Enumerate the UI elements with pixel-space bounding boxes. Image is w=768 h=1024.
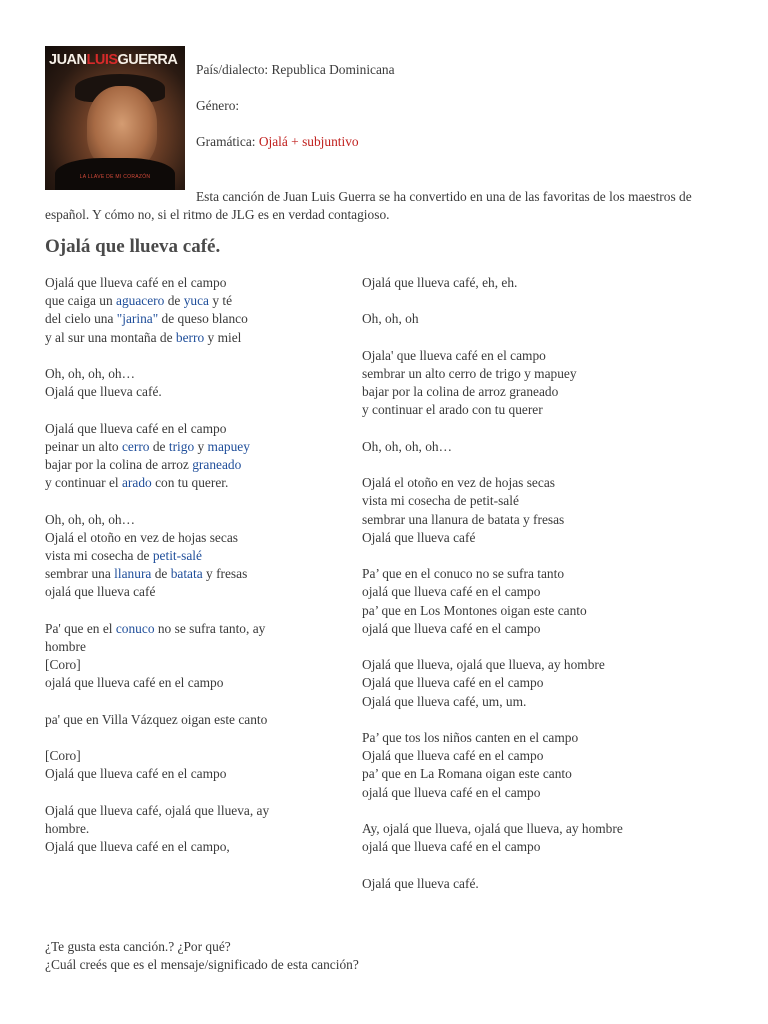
lyric-line [45,511,320,529]
lyric-line [45,565,320,583]
lyrics-left-column [45,274,320,856]
lyric-text: Oh, oh, oh, oh… [45,366,136,381]
lyric-text: no se sufra tanto, ay [154,620,266,636]
lyric-text: ojalá que llueva café en el campo [362,584,541,600]
lyric-text: Ojalá que llueva café en el campo [362,748,544,764]
lyric-text: Pa’ que en el conuco no se sufra tanto [362,566,565,582]
lyric-line [45,620,320,638]
lyric-line [362,802,722,820]
lyric-line [362,511,722,529]
lyric-line [362,329,722,347]
lyric-text: Oh, oh, oh, oh… [45,511,136,527]
lyric-text: y miel [204,329,242,345]
vocabulary-word: petit-salé [152,548,202,563]
lyric-line [45,583,320,601]
lyric-line [362,274,722,292]
lyric-line [45,529,320,547]
lyric-line [362,747,722,765]
vocabulary-word: aguacero [116,293,165,309]
lyric-text: Ojalá que llueva café en el campo [45,766,227,782]
lyric-text: Ojala' que llueva café en el campo [362,347,546,363]
lyric-text: Ojalá que llueva café en el campo [45,275,227,290]
lyric-line [362,365,722,383]
lyric-text: Ojalá que llueva café, um, um. [362,693,527,709]
lyric-text: ojalá que llueva café en el campo [362,620,541,636]
grammar-value: Ojalá + subjuntivo [258,134,359,149]
vocabulary-word: graneado [192,457,242,472]
intro-paragraph: Esta canción de Juan Luis Guerra se ha convertido en una de las favoritas de los maestros de español. Y cómo no, si el ritmo de JLG es en verdad contagioso. [45,189,692,222]
lyric-line [362,784,722,802]
lyric-text: y fresas [202,566,248,582]
lyric-text: Pa’ que tos los niños canten en el campo [362,729,579,745]
lyric-line [362,292,722,310]
lyric-line [362,401,722,419]
lyric-text: Ay, ojalá que llueva, ojalá que llueva, ay hombre [362,820,623,836]
lyric-text: [Coro] [45,657,81,673]
lyric-line [45,347,320,365]
lyric-line [45,802,320,820]
vocabulary-word: yuca [183,293,209,309]
lyric-text: de queso blanco [158,311,248,327]
lyric-line [45,474,320,492]
lyric-text: Oh, oh, oh, oh… [362,438,453,454]
lyric-line [362,456,722,474]
genre-line: Género: [196,98,240,113]
lyric-line [45,674,320,692]
lyric-text: y al sur una montaña de [45,329,176,345]
lyric-line [362,838,722,856]
country-line: País/dialecto: Republica Dominicana [196,62,395,77]
vocabulary-word: mapuey [207,438,250,454]
lyric-line [362,729,722,747]
lyric-text: de [149,438,169,454]
lyric-line [362,620,722,638]
lyric-text: Ojalá que llueva café. [362,875,479,891]
lyric-line [362,474,722,492]
lyric-line [45,420,320,438]
lyric-text: Ojalá que llueva café en el campo [45,420,227,436]
lyric-text: de [151,566,171,582]
lyric-line [362,383,722,401]
question-2: ¿Cuál creés que es el mensaje/significado de esta canción? [45,957,359,972]
lyric-text: Ojalá el otoño en vez de hojas secas [45,529,238,545]
lyric-line [362,711,722,729]
lyric-line [362,347,722,365]
lyric-line [45,292,320,310]
lyric-text: que caiga un [45,293,117,309]
lyric-line [362,638,722,656]
question-1: ¿Te gusta esta canción.? ¿Por qué? [45,939,231,954]
lyric-line [45,401,320,419]
lyric-line [362,583,722,601]
song-title: Ojalá que llueva café. [45,236,221,257]
lyric-line [45,693,320,711]
lyric-text: pa’ que en Los Montones oigan este canto [362,602,587,618]
lyric-text: ojalá que llueva café en el campo [362,784,541,800]
album-cover [45,46,185,190]
vocabulary-word: batata [170,566,203,582]
lyrics-right-column [362,274,722,893]
lyric-text: con tu querer. [151,475,229,491]
lyric-text: Pa' que en el [45,620,116,636]
lyric-line [45,638,320,656]
lyric-text: bajar por la colina de arroz graneado [362,384,559,400]
lyric-text: hombre [45,639,86,654]
lyric-text: y [194,438,208,454]
lyric-text: peinar un alto [45,438,122,454]
lyric-line [45,310,320,328]
lyric-text: Ojalá que llueva café [362,529,476,545]
lyric-text: pa' que en Villa Vázquez oigan este canto [45,711,268,727]
lyric-text: y continuar el [45,475,122,491]
lyric-line [362,693,722,711]
lyric-text: ojalá que llueva café [45,584,156,600]
lyric-text: Ojalá que llueva café, eh, eh. [362,275,518,290]
lyric-line [45,492,320,510]
vocabulary-word: llanura [114,566,152,582]
lyric-line [362,602,722,620]
lyric-line [362,565,722,583]
lyric-text: pa’ que en La Romana oigan este canto [362,766,572,782]
lyric-text: ojalá que llueva café en el campo [45,675,224,691]
lyric-text: Ojalá que llueva café. [45,384,162,400]
vocabulary-word: berro [175,329,205,345]
lyric-text: del cielo una [45,311,117,327]
lyric-text: y té [208,293,233,309]
lyric-text: hombre. [45,820,90,836]
lyric-line [45,383,320,401]
album-brand-last: GUERRA [117,52,178,68]
lyric-line [362,310,722,328]
lyric-line [45,765,320,783]
lyric-line [45,438,320,456]
lyric-line [45,365,320,383]
vocabulary-word: cerro [121,438,150,454]
grammar-label: Gramática: [196,134,259,149]
vocabulary-word: arado [121,475,152,491]
lyric-text: [Coro] [45,748,81,764]
album-artist-name [49,52,177,68]
lyric-text: vista mi cosecha de [45,548,153,563]
lyric-line [362,875,722,893]
album-tagline: LA LLAVE DE MI CORAZÓN [79,174,151,180]
lyric-line [362,856,722,874]
lyric-line [362,547,722,565]
lyric-line [362,674,722,692]
lyric-text: de [164,293,184,309]
grammar-line [196,134,359,150]
lyric-line [45,838,320,856]
album-brand-first: JUAN [49,52,87,68]
lyric-line [45,656,320,674]
lyric-line [45,747,320,765]
lyric-line [362,820,722,838]
lyric-line [45,729,320,747]
lyric-text: Ojalá que llueva, ojalá que llueva, ay hombre [362,657,605,673]
lyric-line [362,492,722,510]
lyric-text: vista mi cosecha de petit-salé [362,493,519,509]
lyric-text: y continuar el arado con tu querer [362,402,543,418]
lyric-text: bajar por la colina de arroz [45,457,193,472]
vocabulary-word: "jarina" [116,311,159,327]
lyric-line [45,274,320,292]
lyric-text: Ojalá que llueva café en el campo, [45,839,230,855]
lyric-line [45,547,320,565]
lyric-line [362,765,722,783]
lyric-text: Ojalá que llueva café en el campo [362,675,544,691]
lyric-line [362,529,722,547]
lyric-line [362,656,722,674]
lyric-line [45,329,320,347]
vocabulary-word: conuco [115,620,155,636]
lyric-text: Ojalá el otoño en vez de hojas secas [362,475,555,491]
lyric-text: Oh, oh, oh [362,311,419,327]
lyric-line [45,602,320,620]
lyric-text: sembrar un alto cerro de trigo y mapuey [362,365,577,381]
lyric-line [45,456,320,474]
lyric-line [45,784,320,802]
lyric-text: sembrar una [45,566,115,582]
vocabulary-word: trigo [168,438,195,454]
lyric-text: ojalá que llueva café en el campo [362,839,541,855]
lyric-text: Ojalá que llueva café, ojalá que llueva, ay [45,802,270,818]
lyric-line [45,820,320,838]
album-brand-middle: LUIS [86,52,118,68]
lyric-line [362,420,722,438]
lyric-line [45,711,320,729]
lyric-line [362,438,722,456]
lyric-text: sembrar una llanura de batata y fresas [362,511,565,527]
